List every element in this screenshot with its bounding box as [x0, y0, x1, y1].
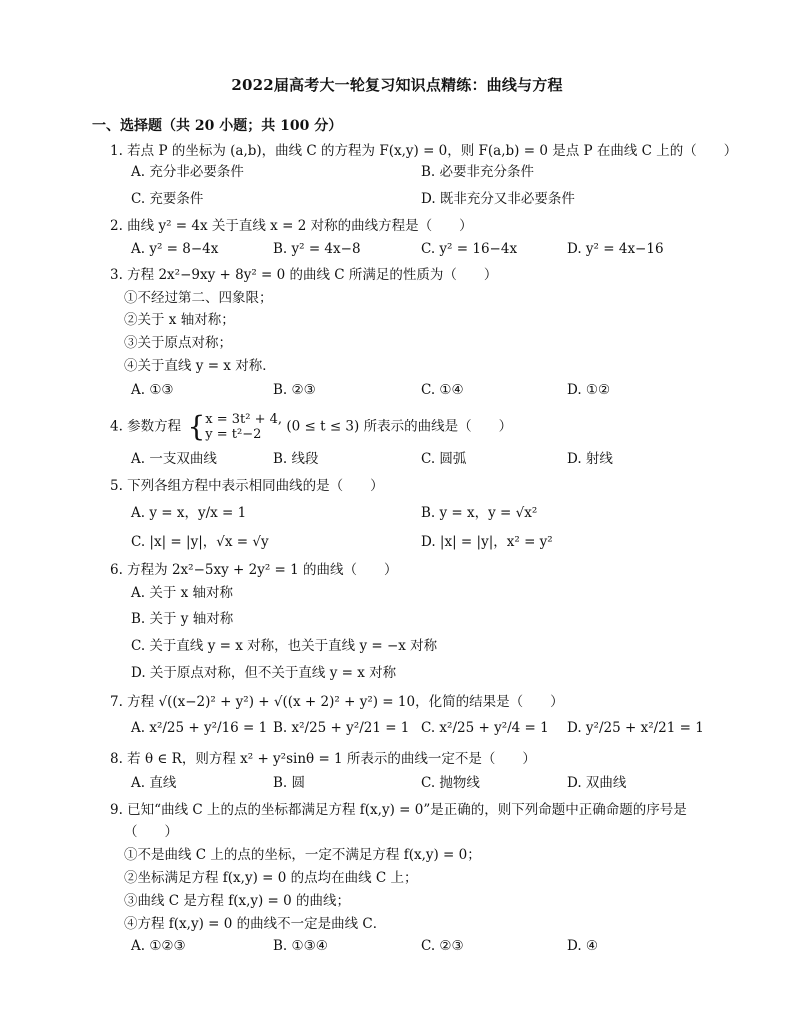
q9-option-b: B. ①③④: [273, 938, 328, 954]
q3-statement-1: ①不经过第二、四象限；: [124, 290, 273, 306]
q9-statement-4: ④方程 f(x,y) = 0 的曲线不一定是曲线 C．: [124, 916, 387, 932]
q7-option-b: B. x²/25 + y²/21 = 1: [273, 720, 410, 736]
q5-option-d: D. |x| = |y|，x² = y²: [421, 534, 553, 550]
question-9-stem: 9. 已知“曲线 C 上的点的坐标都满足方程 f(x,y) = 0”是正确的，则下列命题中正确命题的序号是: [110, 802, 687, 818]
q1-option-b: B. 必要非充分条件: [421, 164, 535, 180]
q9-stem-continued: （ ）: [124, 824, 178, 840]
q4-prefix: 4. 参数方程: [110, 418, 182, 435]
q2-option-b: B. y² = 4x−8: [273, 241, 361, 257]
q4-option-c: C. 圆弧: [421, 451, 467, 467]
q8-option-a: A. 直线: [131, 775, 177, 791]
q6-option-b: B. 关于 y 轴对称: [131, 611, 234, 627]
q4-system: [205, 412, 282, 442]
q4-brace: {: [187, 410, 206, 443]
q3-option-a: A. ①③: [131, 382, 174, 398]
question-4-stem: [110, 412, 512, 442]
question-7-stem: 7. 方程 √((x−2)² + y²) + √((x + 2)² + y²) = 10，化简的结果是（ ）: [110, 694, 564, 710]
question-2-stem: 2. 曲线 y² = 4x 关于直线 x = 2 对称的曲线方程是（ ）: [110, 218, 473, 234]
q1-option-c: C. 充要条件: [131, 191, 204, 207]
q3-statement-4: ④关于直线 y = x 对称．: [124, 358, 276, 374]
q2-option-c: C. y² = 16−4x: [421, 241, 518, 257]
q1-option-a: A. 充分非必要条件: [131, 164, 244, 180]
q2-option-d: D. y² = 4x−16: [567, 241, 664, 257]
question-3-stem: 3. 方程 2x²−9xy + 8y² = 0 的曲线 C 所满足的性质为（ ）: [110, 267, 498, 283]
question-6-stem: 6. 方程为 2x²−5xy + 2y² = 1 的曲线（ ）: [110, 562, 398, 578]
q6-option-c: C. 关于直线 y = x 对称，也关于直线 y = −x 对称: [131, 638, 438, 654]
q9-statement-1: ①不是曲线 C 上的点的坐标，一定不满足方程 f(x,y) = 0；: [124, 847, 481, 863]
q7-option-c: C. x²/25 + y²/4 = 1: [421, 720, 549, 736]
q6-option-a: A. 关于 x 轴对称: [131, 585, 234, 601]
q4-option-d: D. 射线: [567, 451, 613, 467]
q4-option-a: A. 一支双曲线: [131, 451, 217, 467]
q4-suffix: (0 ≤ t ≤ 3) 所表示的曲线是（ ）: [286, 418, 513, 435]
q3-option-c: C. ①④: [421, 382, 464, 398]
q3-statement-3: ③关于原点对称；: [124, 335, 232, 351]
q7-option-d: D. y²/25 + x²/21 = 1: [567, 720, 704, 736]
q1-option-d: D. 既非充分又非必要条件: [421, 191, 575, 207]
q9-statement-2: ②坐标满足方程 f(x,y) = 0 的点均在曲线 C 上；: [124, 870, 418, 886]
q4-equation-2: y = t²−2: [205, 427, 262, 442]
q3-statement-2: ②关于 x 轴对称；: [124, 312, 235, 328]
q4-option-b: B. 线段: [273, 451, 319, 467]
q4-equation-1: x = 3t² + 4,: [205, 412, 283, 427]
q7-option-a: A. x²/25 + y²/16 = 1: [131, 720, 268, 736]
question-8-stem: 8. 若 θ ∈ R，则方程 x² + y²sinθ = 1 所表示的曲线一定不是（ ）: [110, 751, 536, 767]
q3-option-d: D. ①②: [567, 382, 611, 398]
q9-statement-3: ③曲线 C 是方程 f(x,y) = 0 的曲线；: [124, 893, 351, 909]
q6-option-d: D. 关于原点对称，但不关于直线 y = x 对称: [131, 665, 397, 681]
q9-option-d: D. ④: [567, 938, 599, 954]
q8-option-b: B. 圆: [273, 775, 306, 791]
q5-option-a: A. y = x，y/x = 1: [131, 505, 247, 521]
document-title: 2022届高考大一轮复习知识点精练：曲线与方程: [231, 76, 563, 94]
q5-option-c: C. |x| = |y|，√x = √y: [131, 534, 269, 550]
q8-option-d: D. 双曲线: [567, 775, 627, 791]
q9-option-c: C. ②③: [421, 938, 464, 954]
q3-option-b: B. ②③: [273, 382, 316, 398]
q9-option-a: A. ①②③: [131, 938, 186, 954]
q5-option-b: B. y = x，y = √x²: [421, 505, 538, 521]
q2-option-a: A. y² = 8−4x: [131, 241, 219, 257]
question-5-stem: 5. 下列各组方程中表示相同曲线的是（ ）: [110, 478, 384, 494]
section-heading: 一、选择题（共 20 小题；共 100 分）: [92, 118, 343, 134]
q8-option-c: C. 抛物线: [421, 775, 480, 791]
question-1-stem: 1. 若点 P 的坐标为 (a,b)，曲线 C 的方程为 F(x,y) = 0，则 F(a,b) = 0 是点 P 在曲线 C 上的（ ）: [110, 143, 738, 159]
